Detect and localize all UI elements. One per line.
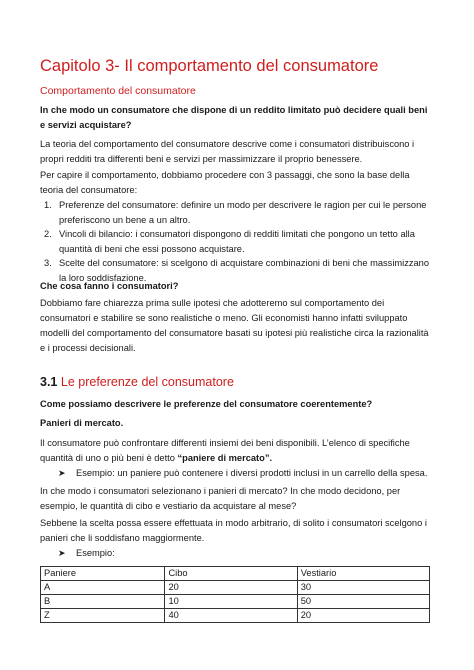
table-header: Vestiario [297,567,429,581]
section-heading: Le preferenze del consumatore [60,375,234,389]
paragraph-1: La teoria del comportamento del consumatore descrive come i consumatori distribuiscono i propri redditi tra differenti beni e servizi per massimizzare il proprio benessere. [40,139,415,164]
table-cell: 30 [297,581,429,595]
table-cell: Z [41,609,165,623]
subheading: Comportamento del consumatore [40,85,196,97]
paragraph-5: In che modo i consumatori selezionano i panieri di mercato? In che modo decidono, per esempio, le quantità di cibo e vestiario da acquistare al mese? [40,486,401,511]
arrow-bullet-icon: ➤ [58,468,66,478]
paragraph-3: Dobbiamo fare chiarezza prima sulle ipotesi che adotteremo sul comportamento dei consumatori e stabilire se sono realistiche o meno. Gli economisti hanno infatti sviluppato modelli del comportamento del consumatore basati su ipotesi più realistiche circa la razionalità e i processi decisionali. [40,298,429,353]
question-2: Che cosa fanno i consumatori? [40,281,179,291]
bullet-example-2: ➤ Esempio: [58,546,115,561]
arrow-bullet-icon: ➤ [58,548,66,558]
list-item: 2. Vincoli di bilancio: i consumatori dispongono di redditi limitati che pongono un tetto alla quantità di beni che essi possono acquistare. [44,229,415,254]
table-header-row [41,567,430,581]
panieri-heading: Panieri di mercato. [40,418,124,428]
section-number: 3.1 [40,375,58,389]
bullet-example-1: ➤ Esempio: un paniere può contenere i diversi prodotti inclusi in un carrello della spesa. [58,466,427,481]
table-cell: 50 [297,595,429,609]
paragraph-2: Per capire il comportamento, dobbiamo procedere con 3 passaggi, che sono la base della teoria del consumatore: [40,170,410,195]
table-cell: 10 [165,595,297,609]
question-3: Come possiamo descrivere le preferenze del consumatore coerentemente? [40,399,373,409]
table-row [41,609,430,623]
table-cell: A [41,581,165,595]
baskets-table [40,566,430,623]
table-row [41,595,430,609]
table-cell: 40 [165,609,297,623]
table-header: Cibo [165,567,297,581]
table-cell: 20 [297,609,429,623]
table-header: Paniere [41,567,165,581]
steps-list [40,198,432,285]
chapter-title: Capitolo 3- Il comportamento del consumatore [40,57,379,75]
paragraph-6: Sebbene la scelta possa essere effettuata in modo arbitrario, di solito i consumatori scelgono i panieri che li soddisfano maggiormente. [40,518,427,543]
question-1: In che modo un consumatore che dispone di un reddito limitato può decidere quali beni e servizi acquistare? [40,105,428,130]
section-title [40,375,234,389]
table-cell: B [41,595,165,609]
table-cell: 20 [165,581,297,595]
paragraph-4: Il consumatore può confrontare differenti insiemi dei beni disponibili. L’elenco di specifiche quantità di uno o più beni è detto “paniere di mercato”. [40,438,410,463]
list-item: 1. Preferenze del consumatore: definire un modo per descrivere le ragion per cui le persone preferiscono un bene a un altro. [44,200,427,225]
list-item: 3. Scelte del consumatore: si scelgono di acquistare combinazioni di beni che massimizzano la loro soddisfazione. [44,258,430,283]
table-row [41,581,430,595]
